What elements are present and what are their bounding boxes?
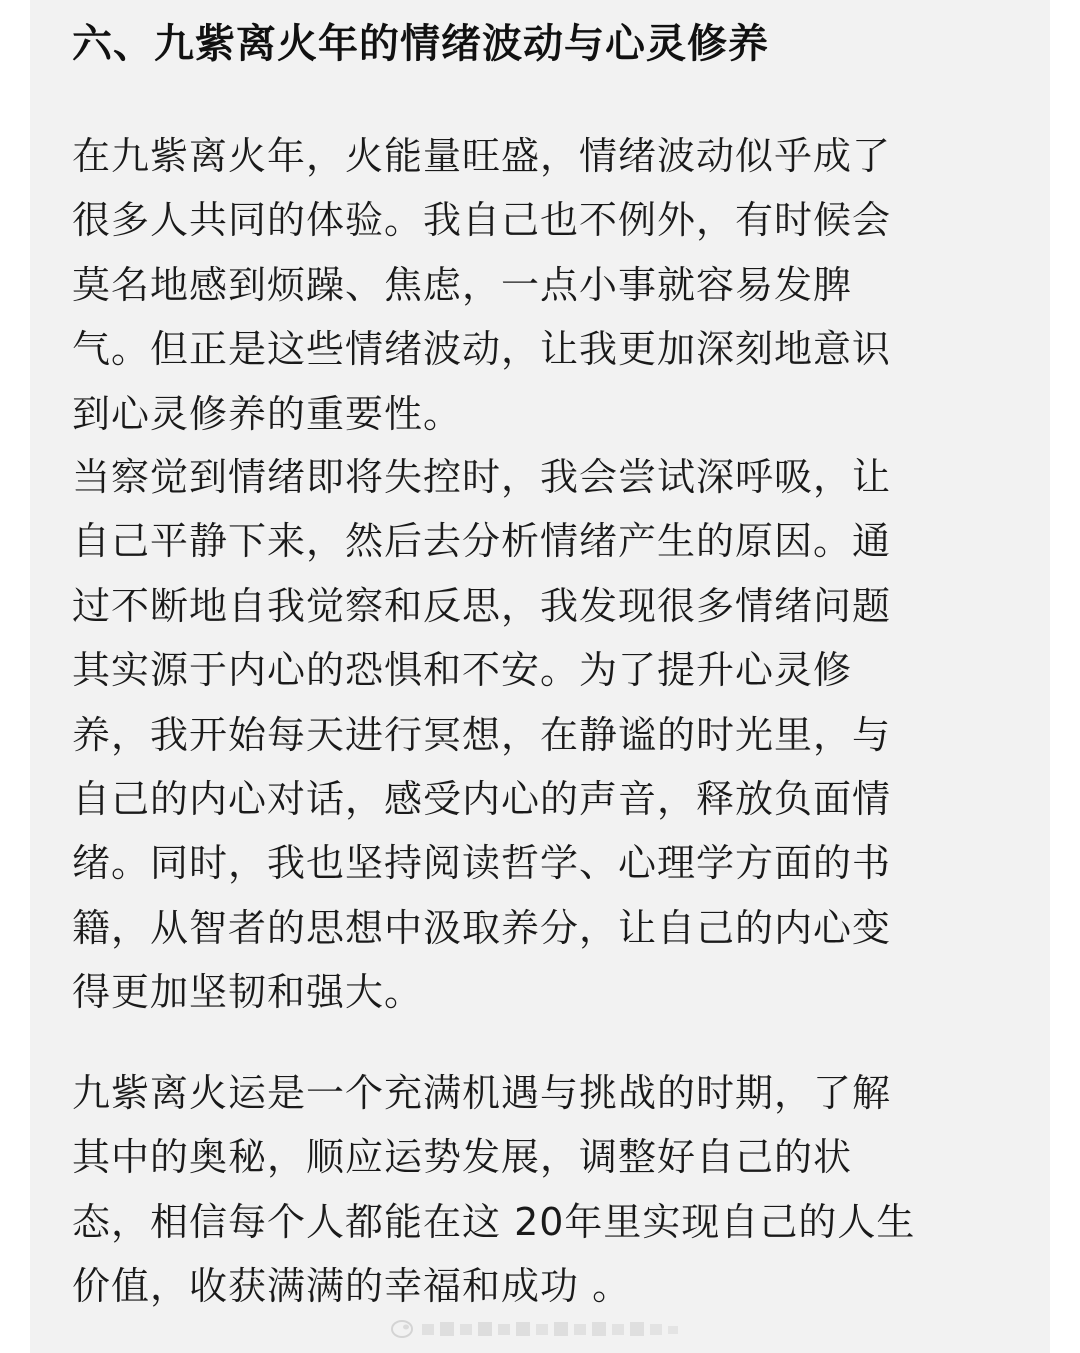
text-line: 莫名地感到烦躁、焦虑，一点小事就容易发脾 [72, 262, 853, 307]
text-line: 气。但正是这些情绪波动，让我更加深刻地意识 [72, 327, 892, 372]
watermark-icon [388, 1318, 688, 1340]
text-line: 当察觉到情绪即将失控时，我会尝试深呼吸，让 [72, 455, 892, 499]
text-line: 很多人共同的体验。我自己也不例外，有时候会 [72, 198, 892, 243]
text-line: 其中的奥秘，顺应运势发展，调整好自己的状 [72, 1135, 853, 1180]
text-line: 绪。同时，我也坚持阅读哲学、心理学方面的书 [72, 841, 892, 886]
text-line: 籍，从智者的思想中汲取养分，让自己的内心变 [72, 905, 892, 950]
paragraph-2 [72, 445, 1032, 1025]
article-heading: 六、九紫离火年的情绪波动与心灵修养 [72, 21, 769, 67]
paragraph-3 [72, 1061, 1032, 1319]
text-line: 养，我开始每天进行冥想，在静谧的时光里，与 [72, 712, 892, 757]
text-line: 在九紫离火年，火能量旺盛，情绪波动似乎成了 [72, 134, 892, 178]
text-line: 价值，收获满满的幸福和成功 。 [72, 1264, 632, 1309]
text-line: 自己的内心对话，感受内心的声音，释放负面情 [72, 776, 892, 821]
text-line: 得更加坚韧和强大。 [72, 970, 424, 1015]
paragraph-1 [72, 124, 1032, 446]
text-line: 自己平静下来，然后去分析情绪产生的原因。通 [72, 519, 892, 564]
text-line: 过不断地自我觉察和反思，我发现很多情绪问题 [72, 583, 892, 628]
text-line: 到心灵修养的重要性。 [72, 391, 463, 436]
text-line: 态，相信每个人都能在这 20年里实现自己的人生 [72, 1199, 916, 1244]
text-line: 九紫离火运是一个充满机遇与挑战的时期，了解 [72, 1071, 892, 1115]
text-line: 其实源于内心的恐惧和不安。为了提升心灵修 [72, 648, 853, 693]
